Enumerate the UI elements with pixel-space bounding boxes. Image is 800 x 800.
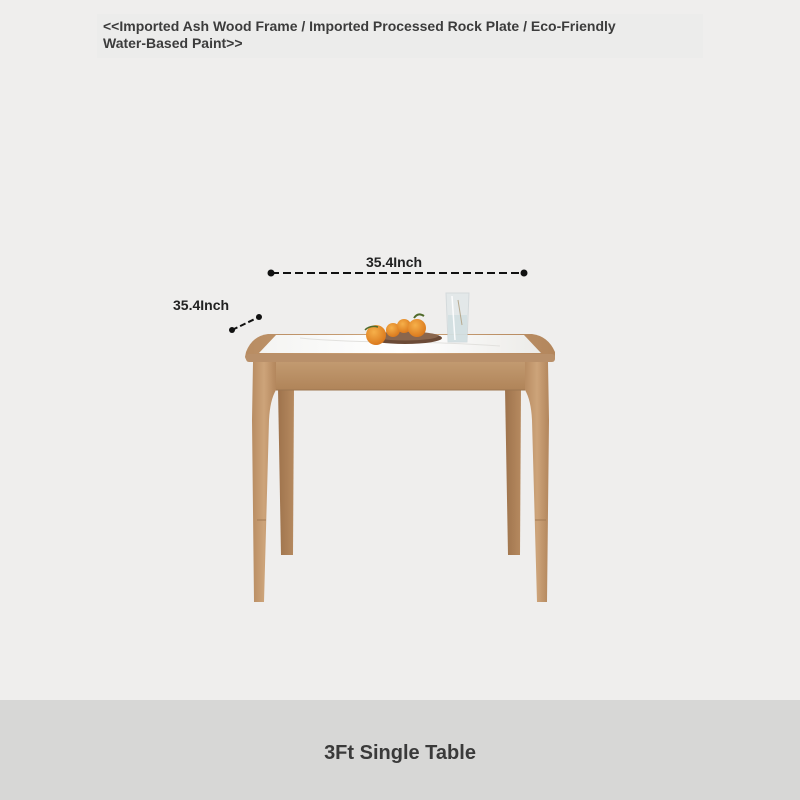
table-back-legs: [278, 388, 521, 555]
depth-dimension-label: 35.4Inch: [173, 297, 230, 313]
product-size-title: 3Ft Single Table: [324, 741, 476, 764]
footer-banner: [0, 700, 800, 800]
table-apron: [276, 362, 525, 390]
fruit-plate: [365, 314, 442, 345]
drinking-glass: [446, 293, 469, 342]
depth-dimension-line: [229, 314, 262, 333]
feature-line-1: <<Imported Ash Wood Frame / Imported Processed Rock Plate / Eco-Friendly: [103, 18, 616, 34]
feature-line-2: Water-Based Paint>>: [103, 35, 243, 51]
width-dimension-line: [268, 270, 528, 277]
table-front-legs: [252, 362, 549, 602]
width-dimension-label: 35.4Inch: [366, 254, 423, 270]
